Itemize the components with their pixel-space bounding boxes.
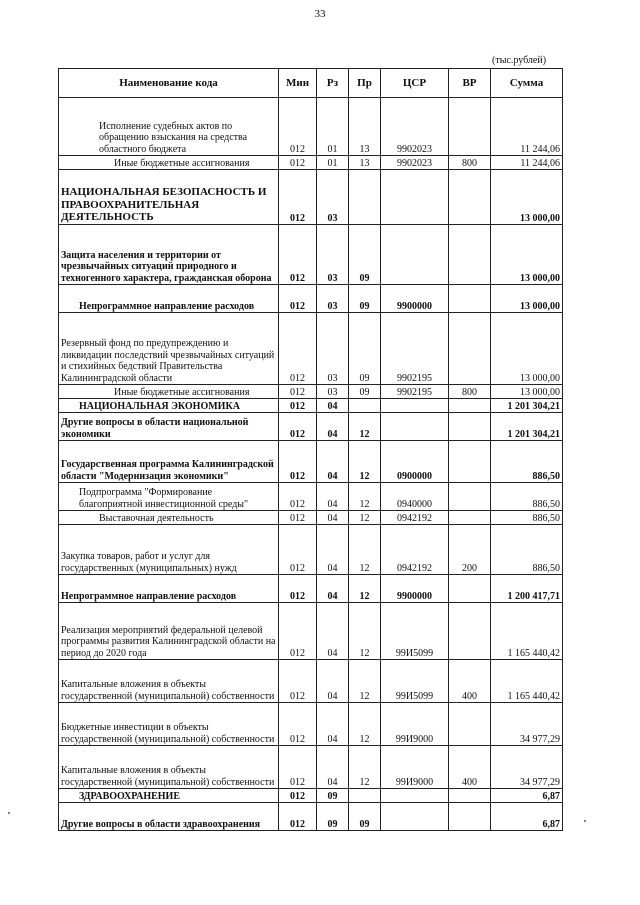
row-vr	[449, 285, 491, 313]
row-csr	[381, 399, 449, 413]
row-rz: 04	[317, 660, 349, 703]
row-sum: 13 000,00	[491, 285, 563, 313]
row-rz: 04	[317, 511, 349, 525]
row-vr	[449, 413, 491, 441]
row-rz: 04	[317, 483, 349, 511]
row-sum: 886,50	[491, 441, 563, 483]
table-row	[59, 575, 563, 603]
table-row	[59, 285, 563, 313]
row-sum: 886,50	[491, 525, 563, 575]
row-name: Бюджетные инвестиции в объекты государственной (муниципальной) собственности	[59, 703, 279, 746]
row-name: Иные бюджетные ассигнования	[59, 385, 279, 399]
row-csr: 99И9000	[381, 746, 449, 789]
row-vr	[449, 313, 491, 385]
unit-note: (тыс.рублей)	[492, 55, 547, 66]
row-min: 012	[279, 413, 317, 441]
row-vr	[449, 575, 491, 603]
row-vr	[449, 511, 491, 525]
row-name: Выставочная деятельность	[59, 511, 279, 525]
header-csr: ЦСР	[381, 69, 449, 98]
row-min: 012	[279, 441, 317, 483]
header-sum: Сумма	[491, 69, 563, 98]
row-pr: 12	[349, 703, 381, 746]
row-name: Капитальные вложения в объекты государственной (муниципальной) собственности	[59, 746, 279, 789]
row-name: Другие вопросы в области национальной экономики	[59, 413, 279, 441]
row-vr	[449, 225, 491, 285]
row-sum: 13 000,00	[491, 385, 563, 399]
row-name: Иные бюджетные ассигнования	[59, 156, 279, 170]
row-name: ЗДРАВООХРАНЕНИЕ	[59, 789, 279, 803]
row-pr: 12	[349, 413, 381, 441]
row-sum: 1 165 440,42	[491, 603, 563, 660]
row-name: Непрограммное направление расходов	[59, 575, 279, 603]
row-rz: 03	[317, 313, 349, 385]
row-min: 012	[279, 225, 317, 285]
table-row	[59, 313, 563, 385]
table-header	[59, 69, 563, 98]
page-number: 33	[314, 8, 326, 20]
row-min: 012	[279, 789, 317, 803]
row-csr	[381, 170, 449, 225]
table-row	[59, 660, 563, 703]
row-vr	[449, 603, 491, 660]
row-rz: 04	[317, 525, 349, 575]
row-vr: 200	[449, 525, 491, 575]
row-name: Исполнение судебных актов по обращению взыскания на средства областного бюджета	[59, 98, 279, 156]
row-csr: 99И5099	[381, 660, 449, 703]
row-min: 012	[279, 603, 317, 660]
row-sum: 1 201 304,21	[491, 413, 563, 441]
header-vr: ВР	[449, 69, 491, 98]
row-vr	[449, 441, 491, 483]
header-rz: Рз	[317, 69, 349, 98]
row-min: 012	[279, 483, 317, 511]
row-sum: 13 000,00	[491, 170, 563, 225]
row-vr	[449, 803, 491, 831]
row-pr: 12	[349, 511, 381, 525]
row-min: 012	[279, 803, 317, 831]
row-vr	[449, 399, 491, 413]
row-csr: 0900000	[381, 441, 449, 483]
row-rz: 04	[317, 703, 349, 746]
row-rz: 03	[317, 285, 349, 313]
table-row	[59, 525, 563, 575]
table-row	[59, 225, 563, 285]
table-row	[59, 413, 563, 441]
row-sum: 1 201 304,21	[491, 399, 563, 413]
row-pr: 12	[349, 441, 381, 483]
row-sum: 11 244,06	[491, 98, 563, 156]
row-pr: 13	[349, 98, 381, 156]
row-name: НАЦИОНАЛЬНАЯ БЕЗОПАСНОСТЬ И ПРАВООХРАНИТЕЛЬНАЯ ДЕЯТЕЛЬНОСТЬ	[59, 170, 279, 225]
row-vr: 800	[449, 156, 491, 170]
row-min: 012	[279, 285, 317, 313]
row-vr: 400	[449, 660, 491, 703]
header-name: Наименование кода	[59, 69, 279, 98]
row-rz: 04	[317, 603, 349, 660]
row-sum: 6,87	[491, 803, 563, 831]
row-sum: 13 000,00	[491, 225, 563, 285]
table-row	[59, 98, 563, 156]
row-rz: 03	[317, 170, 349, 225]
row-rz: 09	[317, 789, 349, 803]
row-name: Резервный фонд по предупреждению и ликвидации последствий чрезвычайных ситуаций и стихийных бедствий Правительства Калининградской области	[59, 313, 279, 385]
header-min: Мин	[279, 69, 317, 98]
table-row	[59, 170, 563, 225]
row-csr: 0942192	[381, 511, 449, 525]
row-name: Реализация мероприятий федеральной целевой программы развития Калининградской области на период до 2020 года	[59, 603, 279, 660]
row-pr	[349, 399, 381, 413]
row-sum: 6,87	[491, 789, 563, 803]
row-rz: 01	[317, 98, 349, 156]
row-rz: 04	[317, 575, 349, 603]
row-rz: 04	[317, 399, 349, 413]
row-vr	[449, 703, 491, 746]
row-pr: 13	[349, 156, 381, 170]
row-min: 012	[279, 575, 317, 603]
row-csr: 9902023	[381, 98, 449, 156]
table-row	[59, 703, 563, 746]
row-pr: 12	[349, 525, 381, 575]
row-sum: 11 244,06	[491, 156, 563, 170]
row-pr: 09	[349, 385, 381, 399]
scan-speck	[584, 820, 586, 822]
row-min: 012	[279, 170, 317, 225]
row-pr: 09	[349, 313, 381, 385]
row-sum: 886,50	[491, 483, 563, 511]
row-min: 012	[279, 660, 317, 703]
row-csr: 0940000	[381, 483, 449, 511]
table-row	[59, 441, 563, 483]
row-pr: 12	[349, 603, 381, 660]
row-pr	[349, 170, 381, 225]
row-vr	[449, 789, 491, 803]
row-pr: 12	[349, 483, 381, 511]
row-sum: 886,50	[491, 511, 563, 525]
row-csr: 0942192	[381, 525, 449, 575]
row-pr: 09	[349, 285, 381, 313]
row-min: 012	[279, 98, 317, 156]
row-rz: 09	[317, 803, 349, 831]
row-csr: 9902023	[381, 156, 449, 170]
row-pr: 09	[349, 225, 381, 285]
table-row	[59, 399, 563, 413]
table-row	[59, 385, 563, 399]
row-csr: 9900000	[381, 575, 449, 603]
row-pr: 12	[349, 575, 381, 603]
row-name: Закупка товаров, работ и услуг для государственных (муниципальных) нужд	[59, 525, 279, 575]
row-rz: 01	[317, 156, 349, 170]
row-name: Подпрограмма "Формирование благоприятной инвестиционной среды"	[59, 483, 279, 511]
row-name: НАЦИОНАЛЬНАЯ ЭКОНОМИКА	[59, 399, 279, 413]
row-csr	[381, 803, 449, 831]
row-name: Государственная программа Калининградской области "Модернизация экономики"	[59, 441, 279, 483]
row-rz: 03	[317, 225, 349, 285]
row-csr: 99И5099	[381, 603, 449, 660]
row-rz: 03	[317, 385, 349, 399]
row-sum: 34 977,29	[491, 703, 563, 746]
row-pr: 12	[349, 660, 381, 703]
row-vr	[449, 170, 491, 225]
row-name: Капитальные вложения в объекты государственной (муниципальной) собственности	[59, 660, 279, 703]
row-pr: 12	[349, 746, 381, 789]
row-rz: 04	[317, 441, 349, 483]
row-min: 012	[279, 511, 317, 525]
row-sum: 1 165 440,42	[491, 660, 563, 703]
row-min: 012	[279, 156, 317, 170]
table-row	[59, 483, 563, 511]
row-min: 012	[279, 703, 317, 746]
row-csr: 9902195	[381, 385, 449, 399]
table-row	[59, 746, 563, 789]
row-min: 012	[279, 746, 317, 789]
row-min: 012	[279, 399, 317, 413]
row-sum: 34 977,29	[491, 746, 563, 789]
row-name: Защита населения и территории от чрезвычайных ситуаций природного и техногенного характера, гражданская оборона	[59, 225, 279, 285]
table-row	[59, 156, 563, 170]
row-csr	[381, 789, 449, 803]
row-rz: 04	[317, 413, 349, 441]
row-sum: 1 200 417,71	[491, 575, 563, 603]
row-csr	[381, 413, 449, 441]
row-vr	[449, 483, 491, 511]
row-rz: 04	[317, 746, 349, 789]
scan-speck	[8, 812, 10, 814]
row-name: Непрограммное направление расходов	[59, 285, 279, 313]
row-pr: 09	[349, 803, 381, 831]
row-csr	[381, 225, 449, 285]
row-min: 012	[279, 385, 317, 399]
row-csr: 9902195	[381, 313, 449, 385]
row-min: 012	[279, 525, 317, 575]
header-pr: Пр	[349, 69, 381, 98]
row-pr	[349, 789, 381, 803]
budget-table	[58, 68, 563, 831]
row-csr: 9900000	[381, 285, 449, 313]
row-csr: 99И9000	[381, 703, 449, 746]
row-vr: 800	[449, 385, 491, 399]
table-row	[59, 803, 563, 831]
row-sum: 13 000,00	[491, 313, 563, 385]
row-name: Другие вопросы в области здравоохранения	[59, 803, 279, 831]
row-vr	[449, 98, 491, 156]
row-min: 012	[279, 313, 317, 385]
table-row	[59, 603, 563, 660]
table-row	[59, 789, 563, 803]
row-vr: 400	[449, 746, 491, 789]
table-row	[59, 511, 563, 525]
